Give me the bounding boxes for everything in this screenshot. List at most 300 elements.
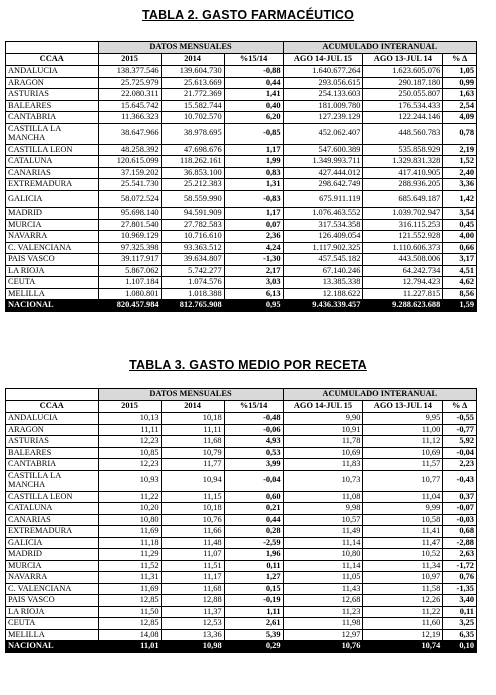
table2-ccaa-name: ASTURIAS: [6, 89, 99, 101]
table3-cell: 11,49: [283, 526, 363, 538]
table3-row: [6, 470, 477, 491]
table3-cell: -2,59: [224, 537, 283, 549]
table2-cell: 38.647.966: [98, 123, 161, 144]
table2-cell: 10.969.129: [98, 231, 161, 243]
table2-row: [6, 144, 477, 156]
table2-cell: -0,83: [224, 190, 283, 207]
table3-cell: 12,26: [363, 595, 443, 607]
table3: [5, 388, 477, 653]
table3-cell: 1,11: [224, 606, 283, 618]
table3-cell: 10,13: [98, 413, 161, 425]
table2-cell: 448.560.783: [363, 123, 443, 144]
table2-cell: 1,63: [443, 89, 477, 101]
table3-cell: 14,08: [98, 629, 161, 641]
table3-cell: 11,31: [98, 572, 161, 584]
table2-corner: [6, 42, 99, 54]
table3-cell: 11,23: [283, 606, 363, 618]
table3-cell: 12,85: [98, 595, 161, 607]
table3-cell: 11,17: [161, 572, 224, 584]
table3-header-groups: [6, 389, 477, 401]
table2-cell: -1,30: [224, 254, 283, 266]
table2-cell: 67.140.246: [283, 265, 363, 277]
table3-header-cols: [6, 401, 477, 413]
table3-cell: 11,37: [161, 606, 224, 618]
table3-ccaa-name: C. VALENCIANA: [6, 583, 99, 595]
table2-total-cell: 820.457.984: [98, 300, 161, 312]
table2-cell: 15.645.742: [98, 100, 161, 112]
table2-cell: 27.801.540: [98, 219, 161, 231]
table2-cell: 1,41: [224, 89, 283, 101]
table2-row: [6, 242, 477, 254]
table3-ccaa-name: CASTILLA LEON: [6, 491, 99, 503]
table2-cell: 1.074.576: [161, 277, 224, 289]
table3-cell: 10,97: [363, 572, 443, 584]
table2-cell: 675.911.119: [283, 190, 363, 207]
table3-cell: 11,18: [98, 537, 161, 549]
table2-total-cell: 812.765.908: [161, 300, 224, 312]
table3-cell: 12,23: [98, 436, 161, 448]
table3-row: [6, 503, 477, 515]
table2-cell: 4,00: [443, 231, 477, 243]
table3-cell: 3,40: [443, 595, 477, 607]
table2-cell: -0,85: [224, 123, 283, 144]
table2-col-header: 2014: [161, 54, 224, 66]
table2-cell: 25.613.669: [161, 77, 224, 89]
table3-cell: 11,15: [161, 491, 224, 503]
table3-cell: 11,57: [363, 459, 443, 471]
table2-cell: 427.444.012: [283, 167, 363, 179]
table3-total-cell: 10,76: [283, 641, 363, 653]
table3-cell: 10,18: [161, 413, 224, 425]
table3-row: [6, 459, 477, 471]
table3-cell: -0,48: [224, 413, 283, 425]
table3-ccaa-name: GALICIA: [6, 537, 99, 549]
table3-row: [6, 447, 477, 459]
table3-ccaa-name: MADRID: [6, 549, 99, 561]
table3-ccaa-name: MURCIA: [6, 560, 99, 572]
table2-cell: 2,19: [443, 144, 477, 156]
table3-row: [6, 424, 477, 436]
table2-cell: 293.056.615: [283, 77, 363, 89]
table2-row: [6, 123, 477, 144]
table3-cell: 12,97: [283, 629, 363, 641]
table2-cell: 11.227.815: [363, 288, 443, 300]
table3-row: [6, 491, 477, 503]
table2-ccaa-name: CASTILLA LEON: [6, 144, 99, 156]
table2-cell: 288.936.205: [363, 179, 443, 191]
table2-cell: 6,13: [224, 288, 283, 300]
table2-cell: 535.858.929: [363, 144, 443, 156]
table2-ccaa-name: CATALUNA: [6, 156, 99, 168]
table2-header-groups: [6, 42, 477, 54]
table3-cell: 2,63: [443, 549, 477, 561]
table2-cell: 176.534.433: [363, 100, 443, 112]
table2-row: [6, 89, 477, 101]
table2-cell: 1,17: [224, 144, 283, 156]
table2-cell: 1,42: [443, 190, 477, 207]
table2-cell: 93.363.512: [161, 242, 224, 254]
table2-cell: 1.080.801: [98, 288, 161, 300]
table3-cell: 1,27: [224, 572, 283, 584]
table3-cell: 2,23: [443, 459, 477, 471]
table2-cell: 3,36: [443, 179, 477, 191]
table2-cell: 25.541.730: [98, 179, 161, 191]
table3-cell: 11,48: [161, 537, 224, 549]
table2-cell: 3,03: [224, 277, 283, 289]
table2-ccaa-header: CCAA: [6, 54, 99, 66]
table2-cell: 457.545.182: [283, 254, 363, 266]
table2-group-monthly: DATOS MENSUALES: [98, 42, 283, 54]
table2-header-cols: [6, 54, 477, 66]
table2-cell: 4,62: [443, 277, 477, 289]
table3-group-cumulative: ACUMULADO INTERANUAL: [283, 389, 476, 401]
table3-ccaa-name: ASTURIAS: [6, 436, 99, 448]
table2-cell: 4,09: [443, 112, 477, 124]
table3-row: [6, 514, 477, 526]
table3-cell: 3,99: [224, 459, 283, 471]
table3-cell: 9,90: [283, 413, 363, 425]
table3-cell: 12,68: [283, 595, 363, 607]
table3-cell: 10,58: [363, 514, 443, 526]
table2-cell: 3,54: [443, 208, 477, 220]
table2-ccaa-name: GALICIA: [6, 190, 99, 207]
table3-cell: 11,22: [98, 491, 161, 503]
table3-cell: 13,36: [161, 629, 224, 641]
table2-cell: 547.600.389: [283, 144, 363, 156]
table2-cell: 1,05: [443, 66, 477, 78]
table2-ccaa-name: CASTILLA LA MANCHA: [6, 123, 99, 144]
table2-row: [6, 208, 477, 220]
table2-col-header: % Δ: [443, 54, 477, 66]
table3-row: [6, 618, 477, 630]
table3-ccaa-name: CANARIAS: [6, 514, 99, 526]
table3-cell: 12,88: [161, 595, 224, 607]
table3-cell: 11,43: [283, 583, 363, 595]
table2-ccaa-name: PAIS VASCO: [6, 254, 99, 266]
table2-cell: 47.698.676: [161, 144, 224, 156]
table3-ccaa-name: MELILLA: [6, 629, 99, 641]
table3-cell: -2,88: [443, 537, 477, 549]
table3-cell: 11,12: [363, 436, 443, 448]
table2-cell: 0,78: [443, 123, 477, 144]
table2-cell: 0,40: [224, 100, 283, 112]
table3-total-row: [6, 641, 477, 653]
table3-cell: -0,77: [443, 424, 477, 436]
table3-cell: 10,20: [98, 503, 161, 515]
table3-ccaa-name: LA RIOJA: [6, 606, 99, 618]
table3-cell: 10,91: [283, 424, 363, 436]
table3-ccaa-name: CEUTA: [6, 618, 99, 630]
table3-row: [6, 595, 477, 607]
table3-row: [6, 436, 477, 448]
table3-cell: -1,35: [443, 583, 477, 595]
table3-col-header: AGO 13-JUL 14: [363, 401, 443, 413]
table3-cell: 0,76: [443, 572, 477, 584]
table2-cell: 181.009.780: [283, 100, 363, 112]
table2-cell: 127.239.129: [283, 112, 363, 124]
table2-cell: 15.582.744: [161, 100, 224, 112]
table2-cell: 11.366.323: [98, 112, 161, 124]
table3-col-header: %15/14: [224, 401, 283, 413]
table3-cell: -0,19: [224, 595, 283, 607]
table3-total-cell: 10,98: [161, 641, 224, 653]
table2-cell: 298.642.749: [283, 179, 363, 191]
table2-cell: 27.782.583: [161, 219, 224, 231]
table3-cell: 11,66: [161, 526, 224, 538]
table3-cell: 10,76: [161, 514, 224, 526]
table3-cell: 11,14: [283, 537, 363, 549]
table2-cell: 10.716.610: [161, 231, 224, 243]
table2-cell: 1,31: [224, 179, 283, 191]
table3-cell: 4,93: [224, 436, 283, 448]
table2-ccaa-name: EXTREMADURA: [6, 179, 99, 191]
table2-row: [6, 167, 477, 179]
table3-ccaa-name: PAIS VASCO: [6, 595, 99, 607]
table3-cell: 0,11: [224, 560, 283, 572]
table3-ccaa-name: EXTREMADURA: [6, 526, 99, 538]
table3-cell: 0,44: [224, 514, 283, 526]
table3-cell: -0,43: [443, 470, 477, 491]
table3-cell: 11,69: [98, 526, 161, 538]
table2-col-header: %15/14: [224, 54, 283, 66]
table3-row: [6, 583, 477, 595]
table3-ccaa-header: CCAA: [6, 401, 99, 413]
table2-cell: 6,20: [224, 112, 283, 124]
table3-row: [6, 572, 477, 584]
table3-cell: -0,03: [443, 514, 477, 526]
table3-cell: 5,92: [443, 436, 477, 448]
table2-row: [6, 277, 477, 289]
table3-cell: 2,61: [224, 618, 283, 630]
table3-cell: 3,25: [443, 618, 477, 630]
table3-cell: 11,11: [161, 424, 224, 436]
table3-cell: 10,52: [363, 549, 443, 561]
table2-cell: 64.242.734: [363, 265, 443, 277]
table2-cell: 1.623.605.076: [363, 66, 443, 78]
table2-cell: 1,17: [224, 208, 283, 220]
table3-cell: 10,85: [98, 447, 161, 459]
table3-ccaa-name: ANDALUCIA: [6, 413, 99, 425]
table3-cell: 11,58: [363, 583, 443, 595]
table2-cell: 0,99: [443, 77, 477, 89]
table2-cell: 10.702.570: [161, 112, 224, 124]
table2-total-cell: 0,95: [224, 300, 283, 312]
table3-cell: 11,47: [363, 537, 443, 549]
table2: [5, 41, 477, 312]
table3-cell: 0,11: [443, 606, 477, 618]
table3-ccaa-name: CANTABRIA: [6, 459, 99, 471]
table2-ccaa-name: C. VALENCIANA: [6, 242, 99, 254]
table2-ccaa-name: MADRID: [6, 208, 99, 220]
table2-cell: 452.062.407: [283, 123, 363, 144]
table3-cell: 1,96: [224, 549, 283, 561]
table3-cell: -0,04: [224, 470, 283, 491]
table2-cell: 48.258.392: [98, 144, 161, 156]
table2-cell: 25.725.979: [98, 77, 161, 89]
table3-cell: 11,14: [283, 560, 363, 572]
table2-cell: 316.115.253: [363, 219, 443, 231]
table2-total-row: [6, 300, 477, 312]
table2-cell: 13.385.338: [283, 277, 363, 289]
table3-total-cell: 11,01: [98, 641, 161, 653]
table3-cell: 0,53: [224, 447, 283, 459]
table2-ccaa-name: CEUTA: [6, 277, 99, 289]
table2-total-cell: 9.288.623.688: [363, 300, 443, 312]
table2-row: [6, 100, 477, 112]
table3-cell: 12,85: [98, 618, 161, 630]
table2-cell: 1.039.702.947: [363, 208, 443, 220]
table2-cell: 1.076.463.552: [283, 208, 363, 220]
table2-cell: 38.978.695: [161, 123, 224, 144]
table2-cell: 317.534.358: [283, 219, 363, 231]
table3-cell: 11,68: [161, 583, 224, 595]
table2-cell: 1,99: [224, 156, 283, 168]
table3-total-name: NACIONAL: [6, 641, 99, 653]
table2-cell: 1,52: [443, 156, 477, 168]
table3-cell: 11,83: [283, 459, 363, 471]
table2-row: [6, 231, 477, 243]
table3-cell: 11,07: [161, 549, 224, 561]
table3-cell: -0,55: [443, 413, 477, 425]
table3-cell: 10,93: [98, 470, 161, 491]
table2-cell: 39.117.917: [98, 254, 161, 266]
table2-row: [6, 66, 477, 78]
table3-row: [6, 413, 477, 425]
table3-cell: 9,98: [283, 503, 363, 515]
table2-cell: 120.615.099: [98, 156, 161, 168]
table3-cell: 10,79: [161, 447, 224, 459]
table2-col-header: AGO 14-JUL 15: [283, 54, 363, 66]
table2-cell: 94.591.909: [161, 208, 224, 220]
table2-total-cell: 1,59: [443, 300, 477, 312]
table3-cell: 0,15: [224, 583, 283, 595]
table2-cell: 122.244.146: [363, 112, 443, 124]
table2-cell: 417.410.905: [363, 167, 443, 179]
table3-cell: 10,94: [161, 470, 224, 491]
table2-row: [6, 112, 477, 124]
table2-cell: 254.133.603: [283, 89, 363, 101]
table3-row: [6, 549, 477, 561]
table2-cell: 97.325.398: [98, 242, 161, 254]
table2-cell: 139.604.730: [161, 66, 224, 78]
table2-row: [6, 288, 477, 300]
table3-cell: -0,07: [443, 503, 477, 515]
table3-col-header: % Δ: [443, 401, 477, 413]
table2-ccaa-name: MURCIA: [6, 219, 99, 231]
table2-cell: 5.742.277: [161, 265, 224, 277]
table3-cell: 11,11: [98, 424, 161, 436]
table2-cell: 21.772.369: [161, 89, 224, 101]
table2-ccaa-name: ANDALUCIA: [6, 66, 99, 78]
table2-row: [6, 219, 477, 231]
table3-row: [6, 526, 477, 538]
table2-ccaa-name: ARAGON: [6, 77, 99, 89]
table2-cell: 1.110.606.373: [363, 242, 443, 254]
table3-cell: 0,21: [224, 503, 283, 515]
table2-row: [6, 265, 477, 277]
table2-cell: 12.188.622: [283, 288, 363, 300]
table2-cell: 1.117.902.325: [283, 242, 363, 254]
table3-cell: 9,95: [363, 413, 443, 425]
table3-cell: 10,69: [363, 447, 443, 459]
table3-title: TABLA 3. GASTO MEDIO POR RECETA: [129, 358, 367, 372]
table3-cell: 0,28: [224, 526, 283, 538]
table2-cell: 0,66: [443, 242, 477, 254]
table3-col-header: 2014: [161, 401, 224, 413]
table3-group-monthly: DATOS MENSUALES: [98, 389, 283, 401]
table3-cell: 11,60: [363, 618, 443, 630]
table2-title: TABLA 2. GASTO FARMACÉUTICO: [141, 8, 355, 22]
table2-cell: 1.329.831.328: [363, 156, 443, 168]
table3-cell: 11,50: [98, 606, 161, 618]
table3-cell: 10,80: [98, 514, 161, 526]
table3-cell: 0,60: [224, 491, 283, 503]
table2-row: [6, 254, 477, 266]
table3-ccaa-name: NAVARRA: [6, 572, 99, 584]
table2-group-cumulative: ACUMULADO INTERANUAL: [283, 42, 476, 54]
table2-cell: 25.212.383: [161, 179, 224, 191]
table3-cell: 11,41: [363, 526, 443, 538]
table3-cell: 11,00: [363, 424, 443, 436]
table3-cell: 9,99: [363, 503, 443, 515]
table2-cell: 1.107.184: [98, 277, 161, 289]
table2-cell: 138.377.546: [98, 66, 161, 78]
table2-cell: 250.055.807: [363, 89, 443, 101]
table3-total-cell: 0,10: [443, 641, 477, 653]
table3-corner: [6, 389, 99, 401]
table3-cell: 10,73: [283, 470, 363, 491]
table3-cell: 11,68: [161, 436, 224, 448]
table3-ccaa-name: CASTILLA LA MANCHA: [6, 470, 99, 491]
table2-cell: 58.072.524: [98, 190, 161, 207]
table2-cell: 22.080.311: [98, 89, 161, 101]
table3-cell: 11,22: [363, 606, 443, 618]
table2-cell: 95.698.140: [98, 208, 161, 220]
table3-row: [6, 629, 477, 641]
table2-cell: 37.159.202: [98, 167, 161, 179]
table3-total-cell: 0,29: [224, 641, 283, 653]
table2-cell: 8,56: [443, 288, 477, 300]
table2-cell: 126.409.054: [283, 231, 363, 243]
table3-col-header: 2015: [98, 401, 161, 413]
table2-cell: 2,40: [443, 167, 477, 179]
table2-ccaa-name: BALEARES: [6, 100, 99, 112]
table2-cell: 2,36: [224, 231, 283, 243]
table2-total-cell: 9.436.339.457: [283, 300, 363, 312]
table2-ccaa-name: CANTABRIA: [6, 112, 99, 124]
table3-cell: 11,98: [283, 618, 363, 630]
table2-cell: -0,88: [224, 66, 283, 78]
table3-ccaa-name: ARAGON: [6, 424, 99, 436]
table3-cell: 12,53: [161, 618, 224, 630]
table2-cell: 0,07: [224, 219, 283, 231]
table3-row: [6, 606, 477, 618]
table3-ccaa-name: BALEARES: [6, 447, 99, 459]
table2-row: [6, 179, 477, 191]
table2-cell: 1.640.677.264: [283, 66, 363, 78]
table2-cell: 36.853.100: [161, 167, 224, 179]
table3-cell: 5,39: [224, 629, 283, 641]
table2-cell: 39.634.807: [161, 254, 224, 266]
table2-row: [6, 156, 477, 168]
table2-cell: 4,51: [443, 265, 477, 277]
table2-col-header: AGO 13-JUL 14: [363, 54, 443, 66]
table3-cell: 10,57: [283, 514, 363, 526]
table3-cell: 0,37: [443, 491, 477, 503]
table3-cell: -0,04: [443, 447, 477, 459]
table2-cell: 121.552.928: [363, 231, 443, 243]
table3-cell: 11,78: [283, 436, 363, 448]
